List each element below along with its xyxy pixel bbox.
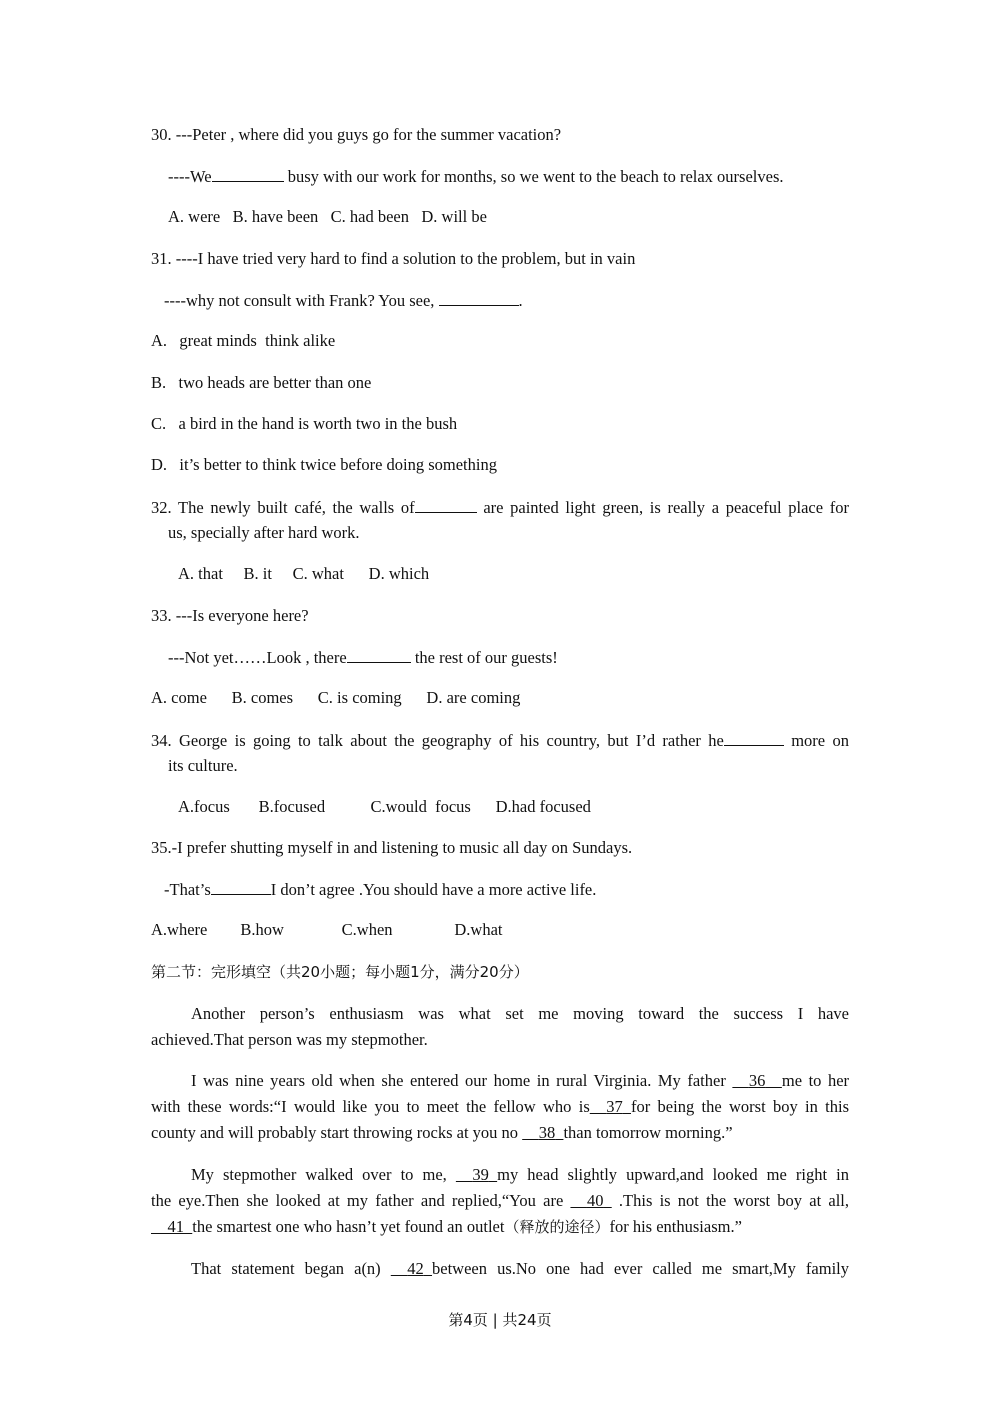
passage-text: for his enthusiasm.” [609,1217,742,1236]
q33-answer-line [168,646,558,669]
cloze-number: 41 [167,1217,184,1236]
q32-stem-continued: us, specially after hard work. [168,523,360,542]
passage-p3-line2 [151,1190,849,1212]
passage-p2-line3 [151,1122,733,1144]
q31-line2-end: . [518,291,523,310]
q32-stem-end: are painted light green, is really a peaceful place for [476,498,849,517]
cloze-blank-39 [456,1165,497,1184]
q32-stem-start: 32. The newly built café, the walls of [151,498,415,517]
passage-text: My stepmother walked over to me, [191,1165,456,1184]
cloze-number: 37 [606,1097,623,1116]
q30-stem: 30. ---Peter , where did you guys go for the summer vacation? [151,125,562,144]
passage-text: than tomorrow morning.” [563,1123,733,1142]
q35-stem: 35.-I prefer shutting myself in and listening to music all day on Sundays. [151,838,633,857]
q31-blank [439,289,519,306]
q34-stem-continued: its culture. [168,756,238,775]
q31-option-c: C. a bird in the hand is worth two in the bush [151,414,458,433]
q34-options: A.focus B.focused C.would focus D.had focused [178,797,591,816]
q31-option-b: B. two heads are better than one [151,373,372,392]
q30-line2-start: ----We [168,167,212,186]
cloze-blank-42 [391,1259,432,1278]
q30-line2-end: busy with our work for months, so we went to the beach to relax ourselves. [283,167,784,186]
q35-answer-line [164,878,596,901]
passage-text: the smartest one who hasn’t yet found an outlet [192,1217,505,1236]
passage-p3-line1 [191,1164,849,1186]
passage-p2-line2 [151,1096,849,1118]
q31-line2-start: ----why not consult with Frank? You see, [164,291,439,310]
passage-p2-line1 [191,1070,849,1092]
cloze-blank-41 [151,1217,192,1236]
passage-text: my head slightly upward,and looked me right in [497,1165,849,1184]
q30-options: A. were B. have been C. had been D. will be [168,207,487,226]
q35-options: A.where B.how C.when D.what [151,920,503,939]
cloze-blank-40 [570,1191,611,1210]
q35-blank [211,878,271,895]
q33-line2-start: ---Not yet……Look , there [168,648,347,667]
cloze-number: 40 [586,1191,604,1210]
passage-text: between us.No one had ever called me smart,My family [432,1259,849,1278]
q30-blank [212,165,284,182]
cloze-blank-36 [732,1071,782,1090]
passage-text: me to her [781,1071,850,1090]
passage-text: I was nine years old when she entered our home in rural Virginia. My father [191,1071,726,1090]
q30-answer-line [168,165,784,188]
q31-stem: 31. ----I have tried very hard to find a solution to the problem, but in vain [151,249,636,268]
q34-blank [724,729,784,746]
passage-text: the eye.Then she looked at my father and replied,“You are [151,1191,571,1210]
passage-text: .This is not the worst boy at all, [611,1191,849,1210]
q31-answer-line [164,289,523,312]
q32-options: A. that B. it C. what D. which [178,564,430,583]
cloze-number: 38 [538,1123,556,1142]
passage-p4-line1 [191,1258,849,1280]
page-footer: 第4页 | 共24页 [448,1311,552,1329]
q33-blank [347,646,411,663]
passage-text: with these words:“I would like you to meet the fellow who is [151,1097,590,1116]
q34-stem-start: 34. George is going to talk about the geography of his country, but I’d rather he [151,731,724,750]
q35-line2-start: -That’s [164,880,211,899]
passage-text: county and will probably start throwing rocks at you no [151,1123,523,1142]
passage-text: for being the worst boy in this [631,1097,849,1116]
q35-line2-end: I don’t agree .You should have a more active life. [270,880,597,899]
q31-option-d: D. it’s better to think twice before doing something [151,455,497,474]
q31-option-a: A. great minds think alike [151,331,336,350]
passage-chinese-gloss: （释放的途径） [504,1218,610,1236]
passage-p1-line2: achieved.That person was my stepmother. [151,1030,428,1049]
q34-stem [151,729,849,752]
cloze-blank-38 [522,1123,563,1142]
passage-p1-line1: Another person’s enthusiasm was what set me moving toward the success I have [191,1004,849,1023]
q33-line2-end: the rest of our guests! [410,648,558,667]
q32-blank [415,496,477,513]
cloze-number: 36 [748,1071,766,1090]
q34-stem-end: more on [783,731,849,750]
q32-stem [151,496,849,519]
q33-options: A. come B. comes C. is coming D. are coming [151,688,521,707]
cloze-number: 39 [472,1165,489,1184]
passage-p3-line3 [151,1216,742,1238]
cloze-number: 42 [407,1259,424,1278]
q33-stem: 33. ---Is everyone here? [151,606,309,625]
section-heading: 第二节：完形填空（共20小题；每小题1分，满分20分） [151,963,529,981]
passage-text: That statement began a(n) [191,1259,391,1278]
cloze-blank-37 [590,1097,631,1116]
